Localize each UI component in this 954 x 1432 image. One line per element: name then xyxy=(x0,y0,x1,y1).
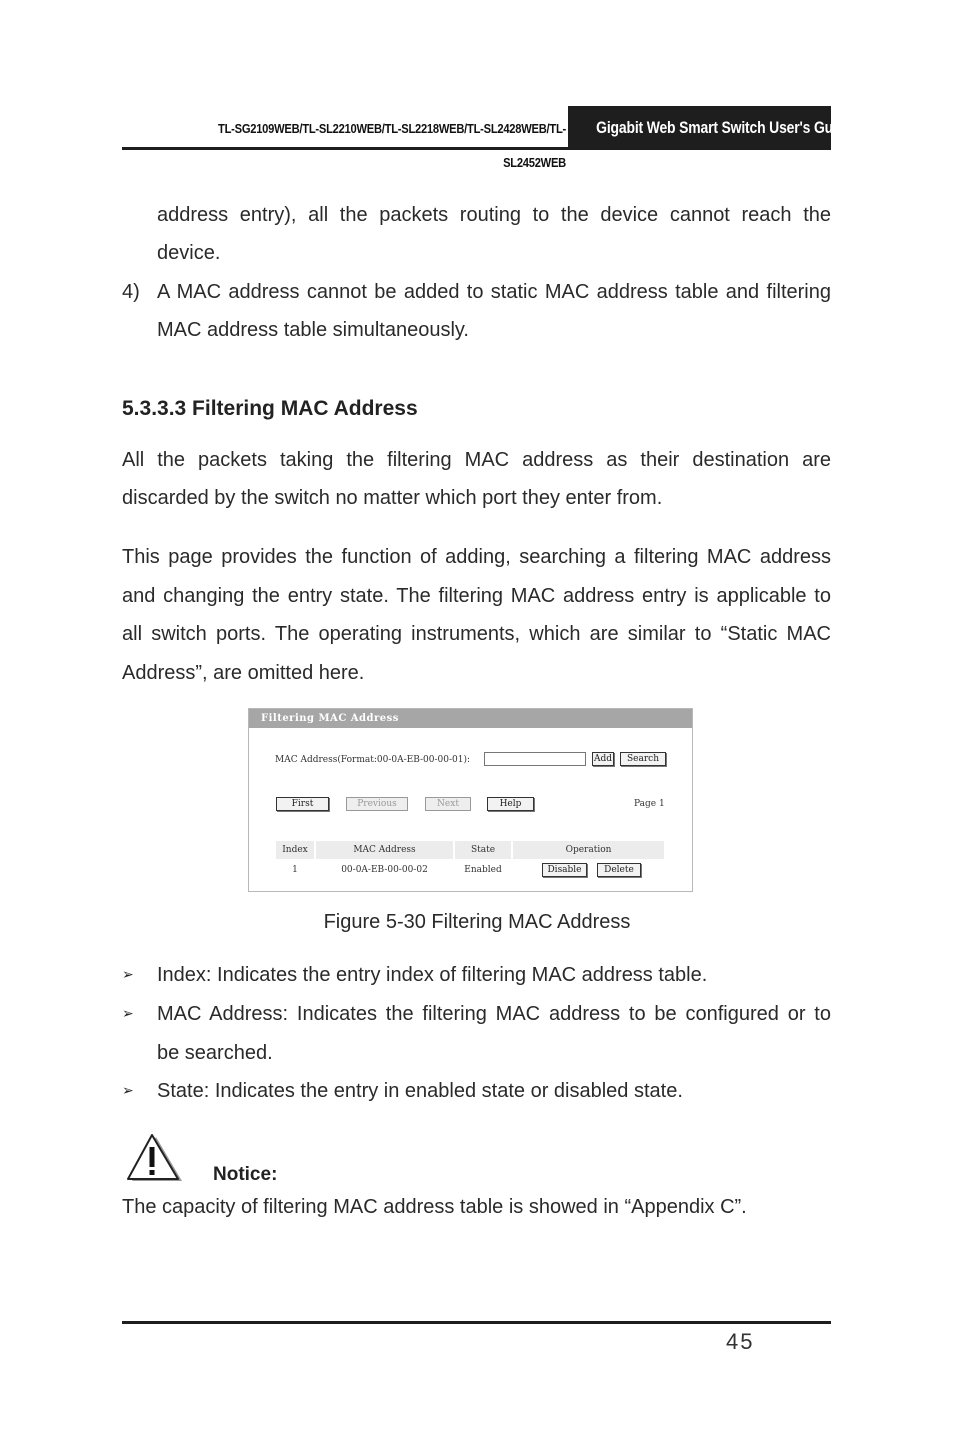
bullet-mac-address-line-2: be searched. xyxy=(157,1042,273,1064)
column-mac-address: MAC Address xyxy=(316,841,453,859)
intro-line-2: device. xyxy=(157,242,221,264)
mac-address-input[interactable] xyxy=(484,752,586,766)
header-guide-title-box xyxy=(568,106,853,149)
bullet-marker: ➢ xyxy=(122,1005,134,1021)
item-4-line-1: A MAC address cannot be added to static MAC address table and filtering xyxy=(157,281,831,303)
footer-rule xyxy=(122,1321,831,1324)
para2-line-4: Address”, are omitted here. xyxy=(122,662,365,684)
para1-line-2: discarded by the switch no matter which port they enter from. xyxy=(122,487,663,509)
para1-line-1: All the packets taking the filtering MAC address as their destination are xyxy=(122,449,831,471)
disable-button[interactable]: Disable xyxy=(542,863,587,877)
previous-button[interactable]: Previous xyxy=(346,797,408,811)
notice-title: Notice: xyxy=(213,1164,278,1185)
help-button[interactable]: Help xyxy=(487,797,534,811)
header-model-list: TL-SG2109WEB/TL-SL2210WEB/TL-SL2218WEB/TL-SL2428WEB/TL-SL2452WEB xyxy=(218,121,566,170)
bullet-state: State: Indicates the entry in enabled state or disabled state. xyxy=(157,1080,683,1102)
column-operation: Operation xyxy=(513,841,664,859)
mac-address-label: MAC Address(Format:00-0A-EB-00-00-01): xyxy=(275,755,471,765)
page-indicator: Page 1 xyxy=(634,799,665,809)
para2-line-3: all switch ports. The operating instruments, which are similar to “Static MAC xyxy=(122,623,831,645)
para2-line-2: and changing the entry state. The filtering MAC address entry is applicable to xyxy=(122,585,831,607)
bullet-marker: ➢ xyxy=(122,966,134,982)
delete-button[interactable]: Delete xyxy=(597,863,641,877)
header-guide-title: Gigabit Web Smart Switch User's Guide xyxy=(596,118,853,137)
panel-title: Filtering MAC Address xyxy=(249,709,692,728)
intro-line-1: address entry), all the packets routing to the device cannot reach the xyxy=(157,204,831,226)
filtering-mac-panel xyxy=(248,708,693,892)
search-button[interactable]: Search xyxy=(620,752,666,766)
para2-line-1: This page provides the function of adding, searching a filtering MAC address xyxy=(122,546,831,568)
row-state: Enabled xyxy=(464,865,502,875)
row-index: 1 xyxy=(292,865,298,875)
bullet-index: Index: Indicates the entry index of filtering MAC address table. xyxy=(157,964,708,986)
next-button[interactable]: Next xyxy=(425,797,471,811)
section-heading: 5.3.3.3 Filtering MAC Address xyxy=(122,397,418,420)
bullet-mac-address-line-1: MAC Address: Indicates the filtering MAC address to be configured or to xyxy=(157,1003,831,1025)
column-state: State xyxy=(455,841,511,859)
add-button[interactable]: Add xyxy=(593,754,613,764)
column-index: Index xyxy=(276,841,314,859)
header-rule xyxy=(122,147,831,150)
notice-text: The capacity of filtering MAC address table is showed in “Appendix C”. xyxy=(122,1196,747,1218)
page-number: 45 xyxy=(726,1329,755,1354)
first-button[interactable]: First xyxy=(276,797,329,811)
item-4-number: 4) xyxy=(122,281,140,303)
item-4-line-2: MAC address table simultaneously. xyxy=(157,319,469,341)
figure-caption: Figure 5-30 Filtering MAC Address xyxy=(323,911,631,933)
warning-icon xyxy=(126,1133,184,1185)
row-mac-address: 00-0A-EB-00-00-02 xyxy=(341,865,428,875)
table-header xyxy=(276,841,668,859)
bullet-marker: ➢ xyxy=(122,1082,134,1098)
